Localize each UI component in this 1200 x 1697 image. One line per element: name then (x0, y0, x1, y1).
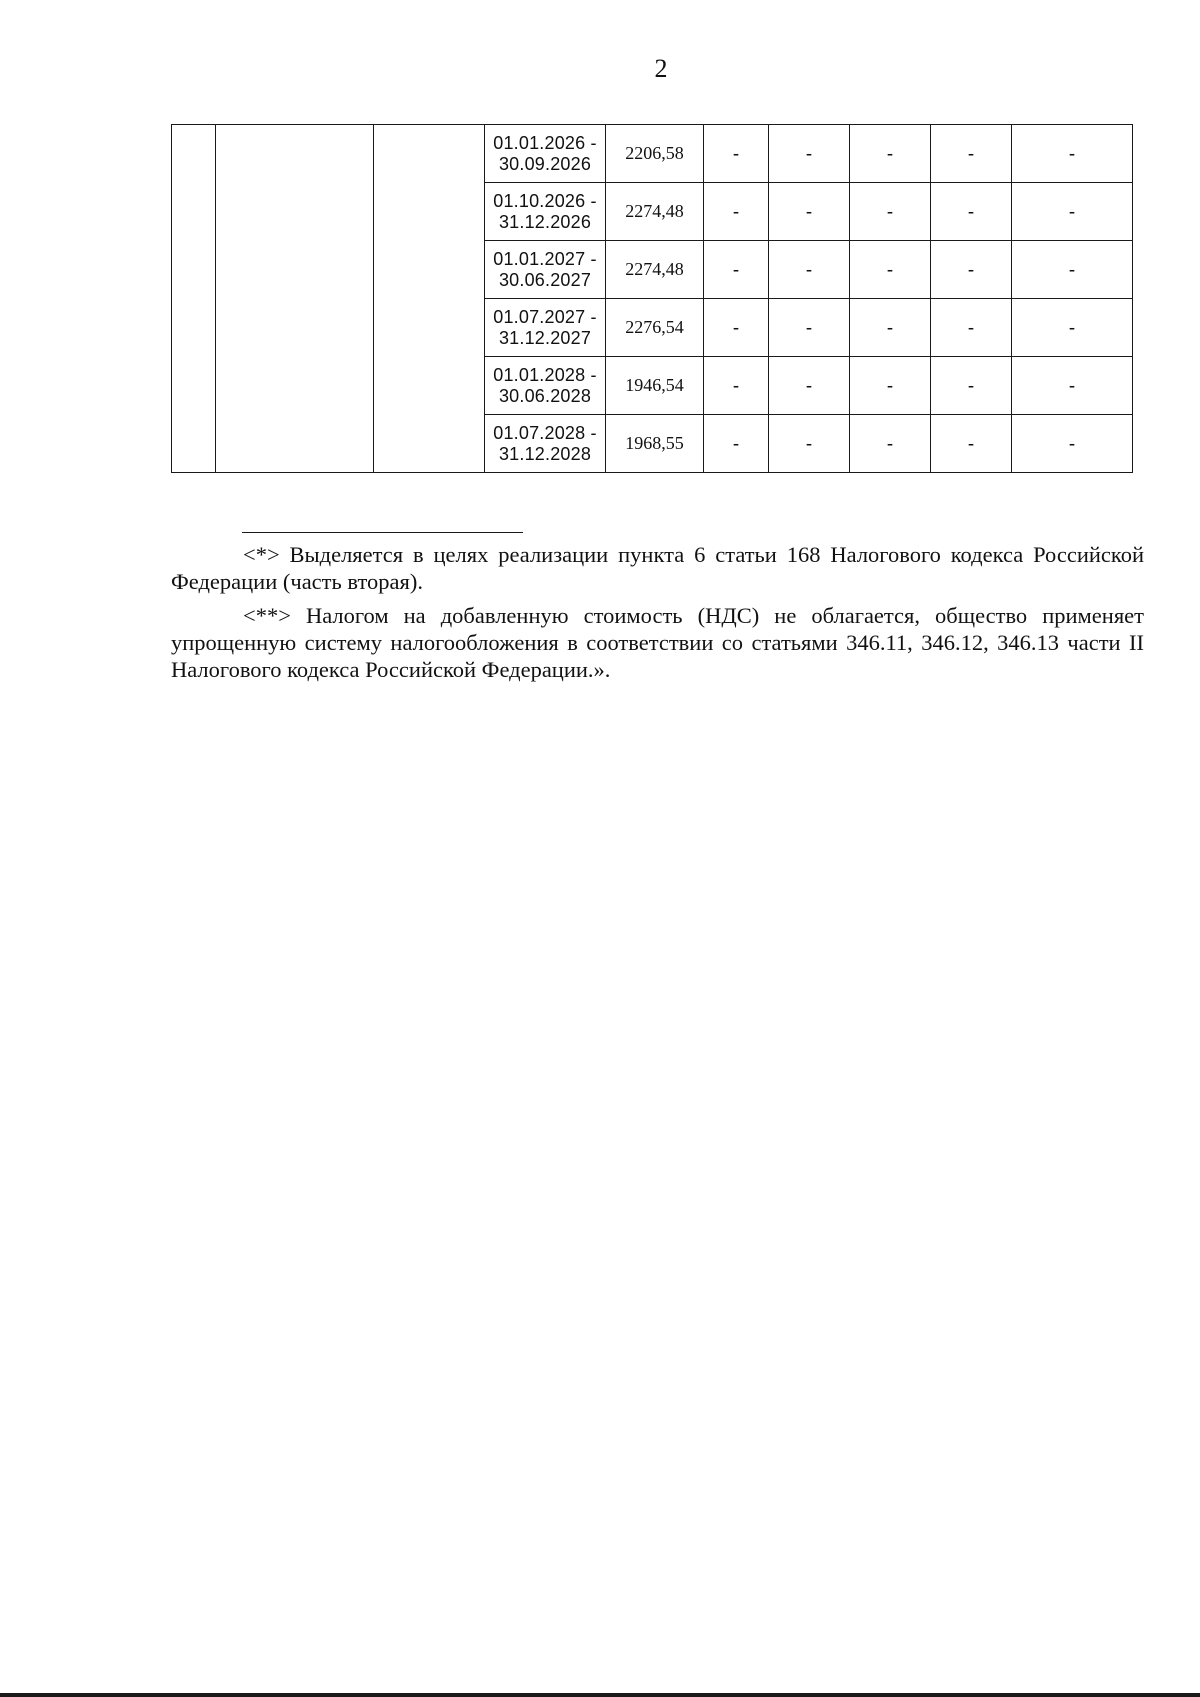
empty-value: - (1012, 415, 1133, 473)
empty-value: - (850, 299, 931, 357)
empty-value: - (704, 299, 769, 357)
empty-value: - (850, 357, 931, 415)
empty-value: - (1012, 299, 1133, 357)
tariff-value: 2206,58 (606, 125, 704, 183)
empty-value: - (931, 183, 1012, 241)
period-start: 01.01.2026 - (493, 132, 597, 153)
empty-value: - (931, 415, 1012, 473)
footnote-separator (242, 532, 523, 533)
empty-value: - (850, 415, 931, 473)
period-end: 31.12.2028 (498, 443, 592, 464)
period-cell (485, 357, 606, 415)
period-start: 01.07.2028 - (493, 422, 597, 443)
empty-value: - (769, 241, 850, 299)
period-cell (485, 415, 606, 473)
empty-value: - (931, 241, 1012, 299)
empty-value: - (850, 183, 931, 241)
tariff-value: 1968,55 (606, 415, 704, 473)
period-start: 01.01.2028 - (493, 364, 597, 385)
empty-value: - (850, 125, 931, 183)
empty-value: - (1012, 183, 1133, 241)
empty-value: - (931, 299, 1012, 357)
empty-value: - (769, 357, 850, 415)
empty-value: - (704, 241, 769, 299)
scan-edge-divider (0, 1693, 1200, 1697)
tariff-value: 2274,48 (606, 241, 704, 299)
merged-cell-number (172, 125, 216, 473)
footnotes (171, 541, 1144, 690)
empty-value: - (769, 183, 850, 241)
period-end: 31.12.2026 (498, 211, 592, 232)
period-cell (485, 125, 606, 183)
empty-value: - (769, 415, 850, 473)
tariff-value: 2276,54 (606, 299, 704, 357)
empty-value: - (704, 415, 769, 473)
tariff-table (171, 124, 1133, 473)
merged-cell-organization (216, 125, 374, 473)
merged-cell-consumer-group (374, 125, 485, 473)
footnote-vat-allocation: <*> Выделяется в целях реализации пункта 6 статьи 168 Налогового кодекса Российской Федерации (часть вторая). (171, 542, 1144, 594)
period-end: 30.06.2027 (498, 269, 592, 290)
footnote-vat-exempt: <**> Налогом на добавленную стоимость (НДС) не облагается, общество применяет упрощенную систему налогообложения в соответствии со статьями 346.11, 346.12, 346.13 части II Налогового кодекса Российской Федерации.». (171, 603, 1144, 682)
empty-value: - (931, 125, 1012, 183)
empty-value: - (704, 125, 769, 183)
empty-value: - (931, 357, 1012, 415)
period-cell (485, 241, 606, 299)
empty-value: - (850, 241, 931, 299)
empty-value: - (1012, 241, 1133, 299)
tariff-value: 2274,48 (606, 183, 704, 241)
period-end: 30.06.2028 (498, 385, 592, 406)
tariff-value: 1946,54 (606, 357, 704, 415)
period-end: 30.09.2026 (498, 153, 592, 174)
period-cell (485, 299, 606, 357)
period-start: 01.01.2027 - (493, 248, 597, 269)
period-cell (485, 183, 606, 241)
empty-value: - (769, 125, 850, 183)
empty-value: - (704, 357, 769, 415)
empty-value: - (704, 183, 769, 241)
period-start: 01.07.2027 - (493, 306, 597, 327)
period-end: 31.12.2027 (498, 327, 592, 348)
table-row (172, 125, 1133, 183)
page-number: 2 (654, 54, 668, 83)
empty-value: - (1012, 125, 1133, 183)
period-start: 01.10.2026 - (493, 190, 597, 211)
empty-value: - (769, 299, 850, 357)
empty-value: - (1012, 357, 1133, 415)
